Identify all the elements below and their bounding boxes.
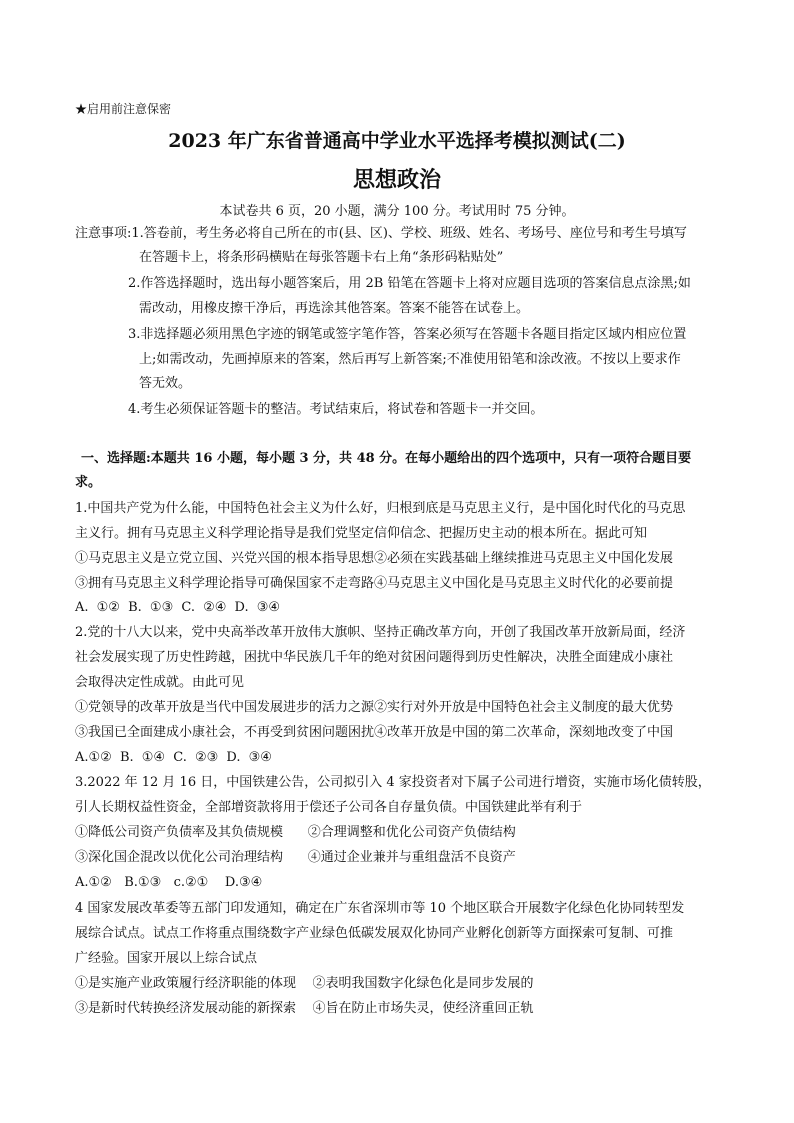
exam-title: 2023 年广东省普通高中学业水平选择考模拟测试(二) (168, 130, 626, 152)
notes-line: 4.考生必须保证答题卡的整洁。考试结束后，将试卷和答题卡一并交回。 (128, 402, 544, 417)
notes-line: 3.非选择题必须用黑色字迹的钢笔或签字笔作答，答案必须写在答题卡各题目指定区域内相应位置 (128, 327, 687, 342)
answer-options: A. ①② B. ①③ C. ②④ D. ③④ (75, 600, 281, 615)
question-line: 广经验。国家开展以上综合试点 (75, 951, 258, 966)
confidential-mark: ★启用前注意保密 (75, 102, 172, 116)
question-line: ③我国已全面建成小康社会，不再受到贫困问题困扰④改革开放是中国的第二次革命，深刻地改变了中国 (75, 725, 674, 740)
section-heading: 一、选择题:本题共 16 小题，每小题 3 分，共 48 分。在每小题给出的四个选项中，只有一项符合题目要 (81, 451, 692, 466)
question-line: 主义行。拥有马克思主义科学理论指导是我们党坚定信仰信念、把握历史主动的根本所在。据此可知 (75, 526, 648, 541)
question-line: 4 国家发展改革委等五部门印发通知，确定在广东省深圳市等 10 个地区联合开展数字化绿色化协同转型发 (75, 901, 685, 916)
answer-options: A.①② B. ①④ C. ②③ D. ③④ (75, 750, 272, 765)
notes-line: 注意事项:1.答卷前，考生务必将自己所在的市(县、区)、学校、班级、姓名、考场号、座位号和考生号填写 (75, 226, 687, 241)
question-line: ①马克思主义是立党立国、兴党兴国的根本指导思想②必须在实践基础上继续推进马克思主义中国化发展 (75, 551, 674, 566)
question-line: ③是新时代转换经济发展动能的新探索 ④旨在防止市场失灵，使经济重回正轨 (75, 1001, 534, 1016)
question-line: 会取得决定性成就。由此可见 (75, 675, 245, 690)
notes-line: 答无效。 (139, 376, 192, 391)
subject-title: 思想政治 (352, 167, 441, 193)
question-line: 社会发展实现了历史性跨越，困扰中华民族几千年的绝对贫困问题得到历史性解决，决胜全面建成小康社 (75, 650, 674, 665)
question-line: ①是实施产业政策履行经济职能的体现 ②表明我国数字化绿色化是同步发展的 (75, 976, 534, 991)
answer-options: A.①② B.①③ c.②① D.③④ (75, 875, 263, 890)
question-line: ①降低公司资产负债率及其负债规模 ②合理调整和优化公司资产负债结构 (75, 825, 516, 840)
question-line: ③深化国企混改以优化公司治理结构 ④通过企业兼并与重组盘活不良资产 (75, 850, 516, 865)
question-line: 展综合试点。试点工作将重点围绕数字产业绿色低碳发展双化协同产业孵化创新等方面探索可复制、可推 (75, 926, 674, 941)
section-heading: 求。 (75, 475, 102, 490)
notes-line: 2.作答选择题时，选出每小题答案后，用 2B 铅笔在答题卡上将对应题目选项的答案信息点涂黑;如 (128, 276, 691, 291)
notes-line: 需改动，用橡皮擦干净后，再选涂其他答案。答案不能答在试卷上。 (139, 301, 530, 316)
question-line: 3.2022 年 12 月 16 日，中国铁建公告，公司拟引入 4 家投资者对下属子公司进行增资，实施市场化债转股， (75, 775, 711, 790)
question-line: 2.党的十八大以来，党中央高举改革开放伟大旗帜、坚持正确改革方向，开创了我国改革开放新局面，经济 (75, 625, 686, 640)
question-line: 1.中国共产党为什么能，中国特色社会主义为什么好，归根到底是马克思主义行，是中国化时代化的马克思 (75, 501, 686, 516)
question-line: ①党领导的改革开放是当代中国发展进步的活力之源②实行对外开放是中国特色社会主义制度的最大优势 (75, 700, 674, 715)
question-line: 引人长期权益性资金，全部增资款将用于偿还子公司各自存量负债。中国铁建此举有利于 (75, 800, 583, 815)
notes-line: 在答题卡上，将条形码横贴在每张答题卡右上角“条形码粘贴处” (139, 250, 504, 265)
notes-line: 上;如需改动，先画掉原来的答案，然后再写上新答案;不准使用铅笔和涂改液。不按以上要求作 (139, 352, 681, 367)
question-line: ③拥有马克思主义科学理论指导可确保国家不走弯路④马克思主义中国化是马克思主义时代化的必要前提 (75, 576, 674, 591)
exam-info: 本试卷共 6 页，20 小题，满分 100 分。考试用时 75 分钟。 (219, 204, 575, 219)
